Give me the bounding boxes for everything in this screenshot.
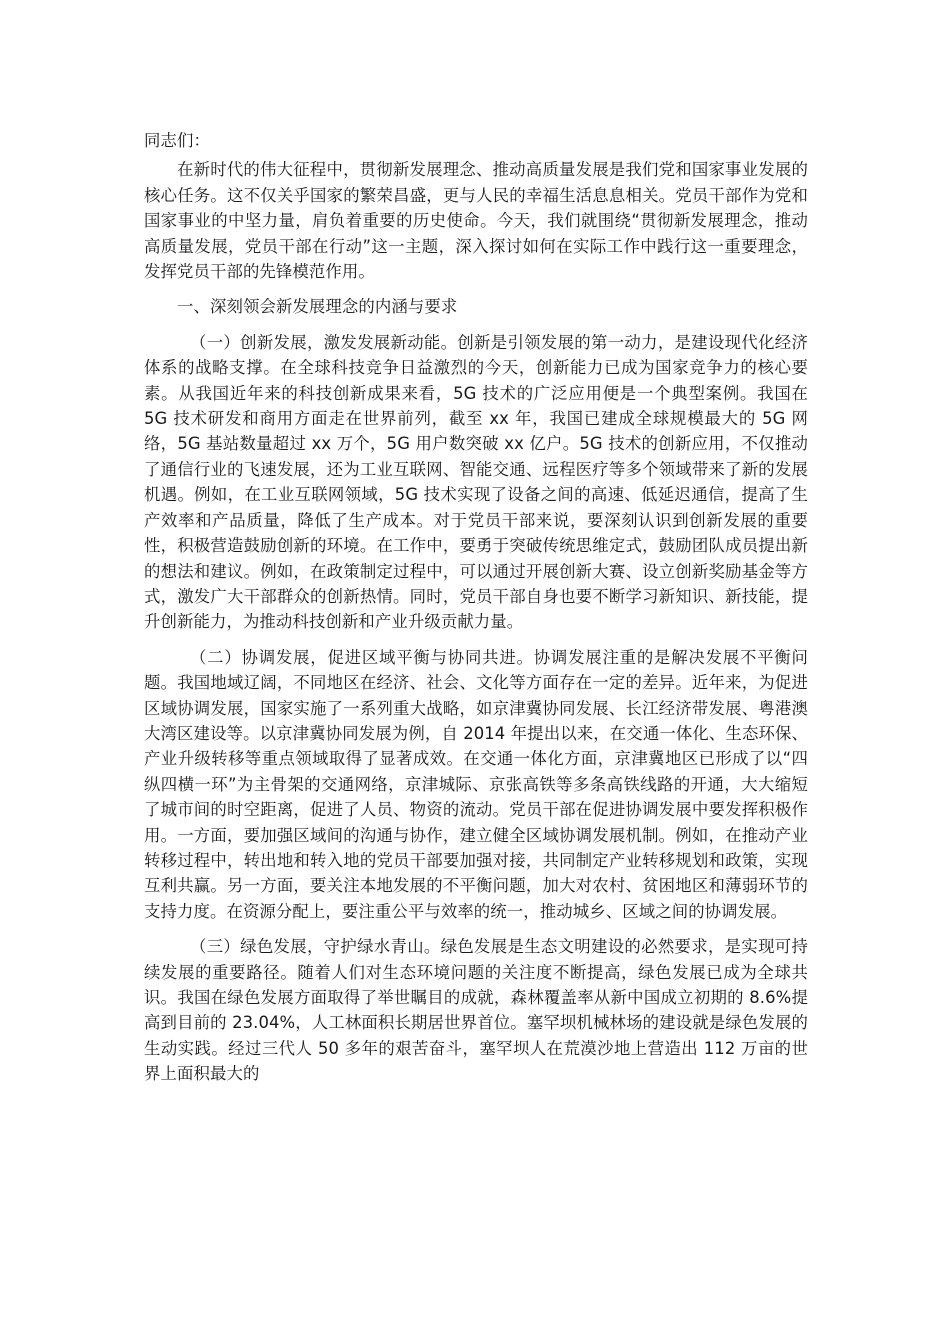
paragraph-green: （三）绿色发展，守护绿水青山。绿色发展是生态文明建设的必然要求，是实现可持续发展的重要路径。随着人们对生态环境问题的关注度不断提高，绿色发展已成为全球共识。我国在绿色发展方面取得了举世瞩目的成就，森林覆盖率从新中国成立初期的 8.6%提高到目前的 23.04%，人工林面积长期居世界首位。塞罕坝机械林场的建设就是绿色发展的生动实践。经过三代人 50 多年的艰苦奋斗，塞罕坝人在荒漠沙地上营造出 112 万亩的世界上面积最大的 — [144, 937, 808, 1084]
section-heading: 一、深刻领会新发展理念的内涵与要求 — [177, 297, 458, 317]
intro-paragraph: 在新时代的伟大征程中，贯彻新发展理念、推动高质量发展是我们党和国家事业发展的核心任务。这不仅关乎国家的繁荣昌盛，更与人民的幸福生活息息相关。党员干部作为党和国家事业的中坚力量，肩负着重要的历史使命。今天，我们就围绕“贯彻新发展理念，推动高质量发展，党员干部在行动”这一主题，深入探讨如何在实际工作中践行这一重要理念，发挥党员干部的先锋模范作用。 — [144, 160, 808, 282]
salutation: 同志们： — [144, 131, 210, 150]
paragraph-innovation: （一）创新发展，激发发展新动能。创新是引领发展的第一动力，是建设现代化经济体系的战略支撑。在全球科技竞争日益激烈的今天，创新能力已成为国家竞争力的核心要素。从我国近年来的科技创新成果来看，5G 技术的广泛应用便是一个典型案例。我国在 5G 技术研发和商用方面走在世界前列，截至 xx 年，我国已建成全球规模最大的 5G 网络，5G 基站数量超过 xx 万个，5G 用户数突破 xx 亿户。5G 技术的创新应用，不仅推动了通信行业的飞速发展，还为工业互联网、智能交通、远程医疗等多个领域带来了新的发展机遇。例如，在工业互联网领域，5G 技术实现了设备之间的高速、低延迟通信，提高了生产效率和产品质量，降低了生产成本。对于党员干部来说，要深刻认识到创新发展的重要性，积极营造鼓励创新的环境。在工作中，要勇于突破传统思维定式，鼓励团队成员提出新的想法和建议。例如，在政策制定过程中，可以通过开展创新大赛、设立创新奖励基金等方式，激发广大干部群众的创新热情。同时，党员干部自身也要不断学习新知识、新技能，提升创新能力，为推动科技创新和产业升级贡献力量。 — [144, 332, 808, 632]
paragraph-coordination: （二）协调发展，促进区域平衡与协同共进。协调发展注重的是解决发展不平衡问题。我国地域辽阔，不同地区在经济、社会、文化等方面存在一定的差异。近年来，为促进区域协调发展，国家实施了一系列重大战略，如京津冀协同发展、长江经济带发展、粤港澳大湾区建设等。以京津冀协同发展为例，自 2014 年提出以来，在交通一体化、生态环保、产业升级转移等重点领域取得了显著成效。在交通一体化方面，京津冀地区已形成了以“四纵四横一环”为主骨架的交通网络，京津城际、京张高铁等多条高铁线路的开通，大大缩短了城市间的时空距离，促进了人员、物资的流动。党员干部在促进协调发展中要发挥积极作用。一方面，要加强区域间的沟通与协作，建立健全区域协调发展机制。例如，在推动产业转移过程中，转出地和转入地的党员干部要加强对接，共同制定产业转移规划和政策，实现互利共赢。另一方面，要关注本地发展的不平衡问题，加大对农村、贫困地区和薄弱环节的支持力度。在资源分配上，要注重公平与效率的统一，推动城乡、区域之间的协调发展。 — [144, 647, 808, 921]
